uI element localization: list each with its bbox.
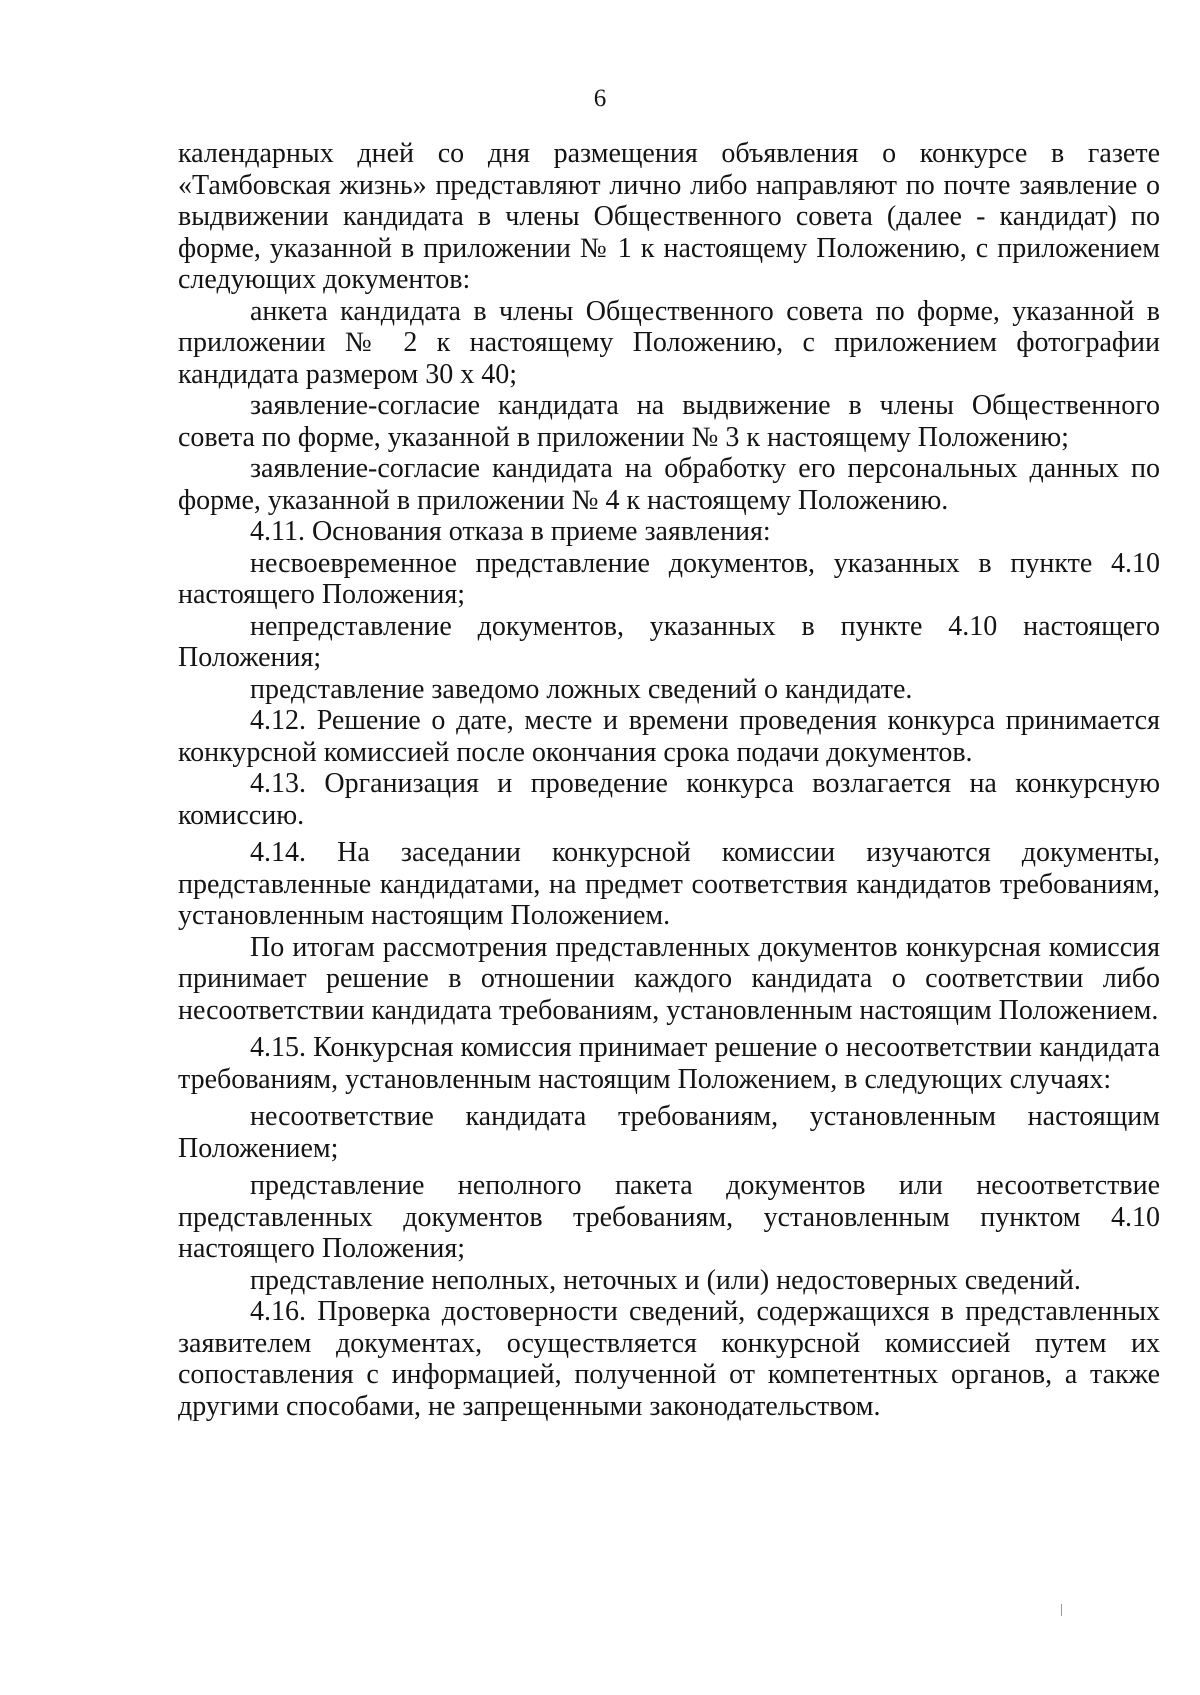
- paragraph-4-11: 4.11. Основания отказа в приеме заявления:: [250, 516, 771, 547]
- paragraph-consent-nomination: заявление-согласие кандидата на выдвижение в члены Общественного совета по форме, указанной в приложении № 3 к настоящему Положению;: [178, 390, 1160, 453]
- paragraph-4-13: 4.13. Организация и проведение конкурса возлагается на конкурсную комиссию.: [178, 768, 1160, 831]
- paragraph-anketa: анкета кандидата в члены Общественного совета по форме, указанной в приложении № 2 к настоящему Положению, с приложением фотографии кандидата размером 30 х 40;: [178, 295, 1160, 390]
- paragraph-review-results: По итогам рассмотрения представленных документов конкурсная комиссия принимает решение в отношении каждого кандидата о соответствии либо несоответствии кандидата требованиям, установленным настоящим Положением.: [178, 931, 1160, 1026]
- paragraph-false-information: представление заведомо ложных сведений о кандидате.: [250, 673, 913, 705]
- paragraph-4-16: 4.16. Проверка достоверности сведений, содержащихся в представленных заявителем документах, осуществляется конкурсной комиссией путем их сопоставления с информацией, полученной от компетентных органов, а также другими способами, не запрещенными законодательством.: [178, 1296, 1160, 1422]
- paragraph-continuation: календарных дней со дня размещения объявления о конкурсе в газете «Тамбовская жизнь» представляют лично либо направляют по почте заявление о выдвижении кандидата в члены Общественного совета (далее - кандидат) по форме, указанной в приложении № 1 к настоящему Положению, с приложением следующих документов:: [178, 138, 1160, 295]
- paragraph-4-14: 4.14. На заседании конкурсной комиссии изучаются документы, представленные кандидатами, на предмет соответствия кандидатов требованиям, установленным настоящим Положением.: [178, 837, 1160, 931]
- document-body: [178, 138, 1160, 1422]
- paragraph-4-15: 4.15. Конкурсная комиссия принимает решение о несоответствии кандидата требованиям, установленным настоящим Положением, в следующих случаях:: [178, 1032, 1160, 1095]
- paragraph-untimely-submission: несвоевременное представление документов, указанных в пункте 4.10 настоящего Положения;: [178, 547, 1160, 610]
- scan-artifact: [1061, 1604, 1062, 1616]
- page-number: 6: [593, 85, 607, 112]
- paragraph-consent-personal-data: заявление-согласие кандидата на обработку его персональных данных по форме, указанной в приложении № 4 к настоящему Положению.: [178, 453, 1160, 516]
- paragraph-incomplete-package: представление неполного пакета документов или несоответствие представленных документов требованиям, установленным пунктом 4.10 настоящего Положения;: [178, 1170, 1160, 1264]
- paragraph-inaccurate-information: представление неполных, неточных и (или) недостоверных сведений.: [250, 1264, 1081, 1296]
- paragraph-noncompliance: несоответствие кандидата требованиям, установленным настоящим Положением;: [178, 1101, 1160, 1164]
- paragraph-non-submission: непредставление документов, указанных в пункте 4.10 настоящего Положения;: [178, 610, 1160, 673]
- paragraph-4-12: 4.12. Решение о дате, месте и времени проведения конкурса принимается конкурсной комиссией после окончания срока подачи документов.: [178, 705, 1160, 768]
